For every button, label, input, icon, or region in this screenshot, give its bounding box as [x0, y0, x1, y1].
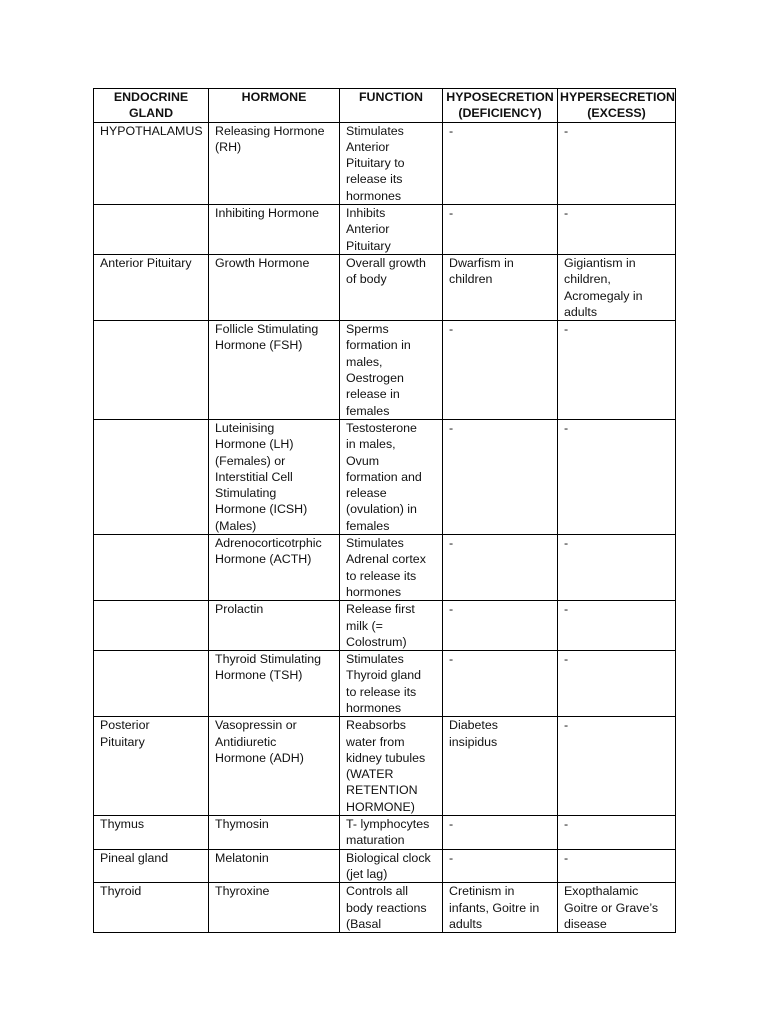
cell-hypersecretion: -: [558, 122, 676, 204]
cell-hormone: Thyroid Stimulating Hormone (TSH): [209, 651, 340, 717]
endocrine-hormone-table: [93, 88, 676, 933]
cell-hormone: Luteinising Hormone (LH) (Females) or Interstitial Cell Stimulating Hormone (ICSH) (Males): [209, 419, 340, 534]
cell-function: Stimulates Thyroid gland to release its hormones: [340, 651, 443, 717]
cell-gland: [94, 651, 209, 717]
cell-hormone: Thyroxine: [209, 883, 340, 933]
table-row: [94, 601, 676, 651]
cell-hyposecretion: -: [443, 205, 558, 255]
cell-gland: HYPOTHALAMUS: [94, 122, 209, 204]
header-hypersecretion: HYPERSECRETION (EXCESS): [558, 89, 676, 123]
cell-gland: [94, 205, 209, 255]
cell-function: Sperms formation in males, Oestrogen release in females: [340, 321, 443, 420]
cell-hypersecretion: -: [558, 651, 676, 717]
table-row: [94, 122, 676, 204]
cell-hypersecretion: -: [558, 419, 676, 534]
cell-function: Controls all body reactions (Basal: [340, 883, 443, 933]
cell-hyposecretion: -: [443, 651, 558, 717]
cell-gland: Thymus: [94, 816, 209, 850]
header-hormone: HORMONE: [209, 89, 340, 123]
cell-hyposecretion: -: [443, 419, 558, 534]
cell-gland: Thyroid: [94, 883, 209, 933]
table-row: [94, 321, 676, 420]
cell-hypersecretion: -: [558, 205, 676, 255]
cell-hormone: Adrenocorticotrphic Hormone (ACTH): [209, 535, 340, 601]
cell-hyposecretion: Dwarfism in children: [443, 254, 558, 320]
table-row: [94, 816, 676, 850]
cell-function: Reabsorbs water from kidney tubules (WATER RETENTION HORMONE): [340, 717, 443, 816]
cell-function: Stimulates Adrenal cortex to release its hormones: [340, 535, 443, 601]
cell-function: Overall growth of body: [340, 254, 443, 320]
cell-gland: [94, 321, 209, 420]
table-row: [94, 717, 676, 816]
cell-hyposecretion: -: [443, 535, 558, 601]
cell-gland: [94, 601, 209, 651]
cell-hormone: Releasing Hormone (RH): [209, 122, 340, 204]
cell-hyposecretion: -: [443, 816, 558, 850]
cell-hyposecretion: Diabetes insipidus: [443, 717, 558, 816]
cell-function: Stimulates Anterior Pituitary to release its hormones: [340, 122, 443, 204]
table-row: [94, 254, 676, 320]
header-hyposecretion: HYPOSECRETION (DEFICIENCY): [443, 89, 558, 123]
header-endocrine-gland: ENDOCRINE GLAND: [94, 89, 209, 123]
cell-hyposecretion: -: [443, 849, 558, 883]
table-row: [94, 883, 676, 933]
cell-hyposecretion: -: [443, 601, 558, 651]
cell-hypersecretion: -: [558, 816, 676, 850]
cell-hormone: Prolactin: [209, 601, 340, 651]
table-header-row: [94, 89, 676, 123]
cell-hypersecretion: -: [558, 717, 676, 816]
cell-hypersecretion: Gigiantism in children, Acromegaly in adults: [558, 254, 676, 320]
cell-gland: Pineal gland: [94, 849, 209, 883]
cell-gland: [94, 535, 209, 601]
cell-function: T- lymphocytes maturation: [340, 816, 443, 850]
cell-hormone: Inhibiting Hormone: [209, 205, 340, 255]
table-row: [94, 651, 676, 717]
cell-hormone: Vasopressin or Antidiuretic Hormone (ADH): [209, 717, 340, 816]
header-function: FUNCTION: [340, 89, 443, 123]
cell-hyposecretion: -: [443, 321, 558, 420]
cell-hyposecretion: Cretinism in infants, Goitre in adults: [443, 883, 558, 933]
cell-hypersecretion: -: [558, 321, 676, 420]
table-body: [94, 122, 676, 933]
cell-hormone: Thymosin: [209, 816, 340, 850]
cell-function: Testosterone in males, Ovum formation and release (ovulation) in females: [340, 419, 443, 534]
cell-gland: Posterior Pituitary: [94, 717, 209, 816]
cell-function: Inhibits Anterior Pituitary: [340, 205, 443, 255]
table-row: [94, 849, 676, 883]
table-row: [94, 535, 676, 601]
table-row: [94, 419, 676, 534]
cell-function: Release first milk (= Colostrum): [340, 601, 443, 651]
table-row: [94, 205, 676, 255]
cell-hypersecretion: -: [558, 849, 676, 883]
cell-hypersecretion: -: [558, 535, 676, 601]
cell-hormone: Melatonin: [209, 849, 340, 883]
cell-gland: [94, 419, 209, 534]
cell-function: Biological clock (jet lag): [340, 849, 443, 883]
cell-hormone: Growth Hormone: [209, 254, 340, 320]
cell-hypersecretion: -: [558, 601, 676, 651]
cell-hormone: Follicle Stimulating Hormone (FSH): [209, 321, 340, 420]
cell-hyposecretion: -: [443, 122, 558, 204]
cell-hypersecretion: Exopthalamic Goitre or Grave’s disease: [558, 883, 676, 933]
cell-gland: Anterior Pituitary: [94, 254, 209, 320]
